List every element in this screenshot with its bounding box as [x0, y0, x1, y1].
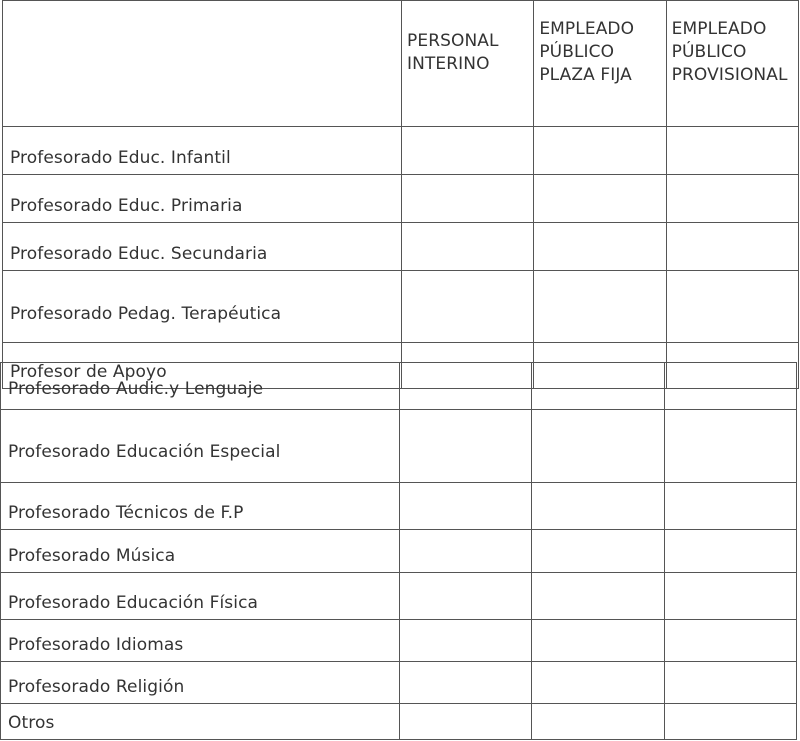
cell-provisional[interactable] [664, 363, 796, 410]
table-row [1, 620, 797, 662]
cell-plaza-fija[interactable] [534, 127, 666, 175]
table-row [3, 223, 799, 271]
header-plaza-fija: EMPLEADO PÚBLICO PLAZA FIJA [534, 1, 666, 127]
row-label: Profesorado Idiomas [1, 620, 400, 662]
cell-plaza-fija[interactable] [532, 410, 664, 483]
table-row [1, 530, 797, 573]
row-label: Profesorado Pedag. Terapéutica [3, 271, 402, 343]
table-row [1, 704, 797, 740]
cell-provisional[interactable] [664, 573, 796, 620]
cell-provisional[interactable] [664, 620, 796, 662]
cell-provisional[interactable] [666, 175, 798, 223]
cell-provisional[interactable] [664, 704, 796, 740]
row-label: Otros [1, 704, 400, 740]
cell-provisional[interactable] [664, 662, 796, 704]
row-label: Profesorado Audic.y Lenguaje [1, 363, 400, 410]
row-label: Profesorado Educ. Infantil [3, 127, 402, 175]
row-label: Profesorado Educ. Primaria [3, 175, 402, 223]
cell-interino[interactable] [400, 410, 532, 483]
cell-provisional[interactable] [666, 271, 798, 343]
cell-interino[interactable] [400, 662, 532, 704]
cell-plaza-fija[interactable] [532, 704, 664, 740]
cell-plaza-fija[interactable] [534, 175, 666, 223]
header-empty-cell [3, 1, 402, 127]
staff-table-top [2, 0, 799, 389]
cell-plaza-fija[interactable] [532, 662, 664, 704]
table-row [1, 410, 797, 483]
cell-provisional[interactable] [666, 223, 798, 271]
cell-interino[interactable] [402, 127, 534, 175]
table-header-row [3, 1, 799, 127]
cell-interino[interactable] [400, 483, 532, 530]
row-label: Profesorado Técnicos de F.P [1, 483, 400, 530]
cell-provisional[interactable] [664, 530, 796, 573]
table-row [3, 271, 799, 343]
cell-plaza-fija[interactable] [532, 620, 664, 662]
cell-interino[interactable] [402, 271, 534, 343]
table-row [1, 662, 797, 704]
header-personal-interino: PERSONAL INTERINO [402, 1, 534, 127]
cell-interino[interactable] [400, 620, 532, 662]
cell-plaza-fija[interactable] [534, 271, 666, 343]
table-row [1, 483, 797, 530]
row-label: Profesorado Educación Física [1, 573, 400, 620]
cell-interino[interactable] [400, 704, 532, 740]
cell-provisional[interactable] [664, 410, 796, 483]
cell-plaza-fija[interactable] [532, 363, 664, 410]
table-row [1, 363, 797, 410]
cell-interino[interactable] [402, 223, 534, 271]
cell-provisional[interactable] [664, 483, 796, 530]
cell-provisional[interactable] [666, 127, 798, 175]
table-row [1, 573, 797, 620]
cell-interino[interactable] [400, 530, 532, 573]
table-row [3, 175, 799, 223]
row-label: Profesorado Religión [1, 662, 400, 704]
cell-plaza-fija[interactable] [534, 223, 666, 271]
cell-plaza-fija[interactable] [532, 573, 664, 620]
header-provisional: EMPLEADO PÚBLICO PROVISIONAL [666, 1, 798, 127]
row-label: Profesorado Educ. Secundaria [3, 223, 402, 271]
cell-interino[interactable] [400, 363, 532, 410]
cell-plaza-fija[interactable] [532, 483, 664, 530]
cell-interino[interactable] [400, 573, 532, 620]
cell-plaza-fija[interactable] [532, 530, 664, 573]
table-row [3, 127, 799, 175]
cell-interino[interactable] [402, 175, 534, 223]
row-label: Profesor de Apoyo [3, 343, 402, 389]
row-label: Profesorado Música [1, 530, 400, 573]
staff-table-bottom [0, 362, 797, 740]
row-label: Profesorado Educación Especial [1, 410, 400, 483]
